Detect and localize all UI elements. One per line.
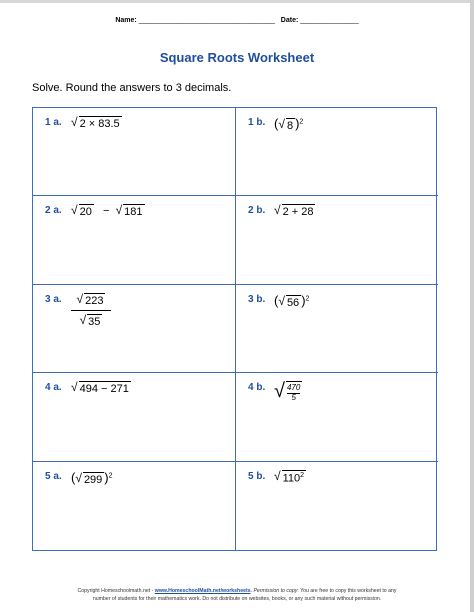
right-scroll-edge: [470, 0, 474, 612]
problem-cell: [33, 285, 236, 373]
problem-label: 5 b.: [248, 470, 266, 482]
problem-cell: [236, 462, 438, 550]
sqrt-expression: √ $110^2$: [274, 468, 305, 485]
problem-expression: [71, 293, 111, 328]
problem-grid: [32, 107, 437, 551]
problem-cell: [236, 196, 438, 284]
date-label: Date:: [280, 17, 299, 24]
sqrt-expression: √ 8: [278, 117, 294, 132]
sqrt-expression: √ 2 × 83.5: [71, 115, 120, 130]
name-label: Name:: [115, 17, 137, 24]
problem-expression: ( √ 299 )$^2$: [71, 469, 113, 486]
problem-expression: [274, 381, 302, 403]
sqrt-expression: √ 494 − 271: [71, 380, 129, 396]
problem-expression: [71, 116, 122, 130]
top-border: [0, 0, 474, 3]
worksheets-link[interactable]: www.HomeschoolMath.net/worksheets: [154, 588, 251, 594]
sqrt-expression: √ 181: [115, 203, 143, 219]
problem-cell: [33, 196, 236, 284]
problem-expression: ( √ 8 )$^2$: [274, 116, 304, 132]
page-title: Square Roots Worksheet: [159, 50, 315, 65]
sqrt-expression: √ 20: [71, 203, 92, 219]
problem-label: 3 a.: [45, 293, 62, 305]
problem-label: 1 b.: [248, 117, 266, 128]
problem-cell: [33, 462, 236, 550]
sqrt-expression: √ 56: [278, 293, 300, 309]
name-date-header: [0, 17, 474, 24]
problem-cell: [236, 108, 438, 196]
name-line: ___________________________________: [138, 17, 275, 24]
problem-expression: [274, 470, 306, 485]
fraction: √ 223 √ 35: [71, 293, 111, 328]
problem-cell: [33, 373, 236, 461]
problem-cell: [33, 108, 236, 196]
sqrt-expression: √ 2 + 28: [274, 203, 314, 219]
problem-cell: [236, 373, 438, 461]
copyright-footer: Copyright Homeschoolmath.net - www.HomeschoolMath.net/worksheets. Permission to copy: You are free to copy this worksheet to any number of students for their mathematics work. Do not distribute on websites, books, or any such material without permission.: [77, 588, 397, 602]
problem-label: 3 b.: [248, 293, 266, 305]
problem-label: 1 a.: [45, 117, 62, 128]
problem-expression: √ 20 − √ 181: [71, 203, 143, 219]
instructions: Solve. Round the answers to 3 decimals.: [32, 82, 232, 94]
sqrt-expression: √ 299: [75, 470, 103, 486]
problem-expression: [274, 204, 315, 218]
sqrt-expression: √ $\frac{470}{5}$: [274, 380, 301, 403]
problem-label: 4 a.: [45, 382, 62, 394]
problem-label: 4 b.: [248, 382, 266, 394]
problem-expression: ( √ 56 )$^2$: [274, 292, 310, 309]
problem-label: 5 a.: [45, 470, 62, 482]
date-line: _______________: [300, 17, 359, 24]
problem-cell: [236, 285, 438, 373]
problem-expression: [71, 381, 131, 395]
problem-label: 2 a.: [45, 205, 62, 217]
problem-label: 2 b.: [248, 205, 266, 217]
